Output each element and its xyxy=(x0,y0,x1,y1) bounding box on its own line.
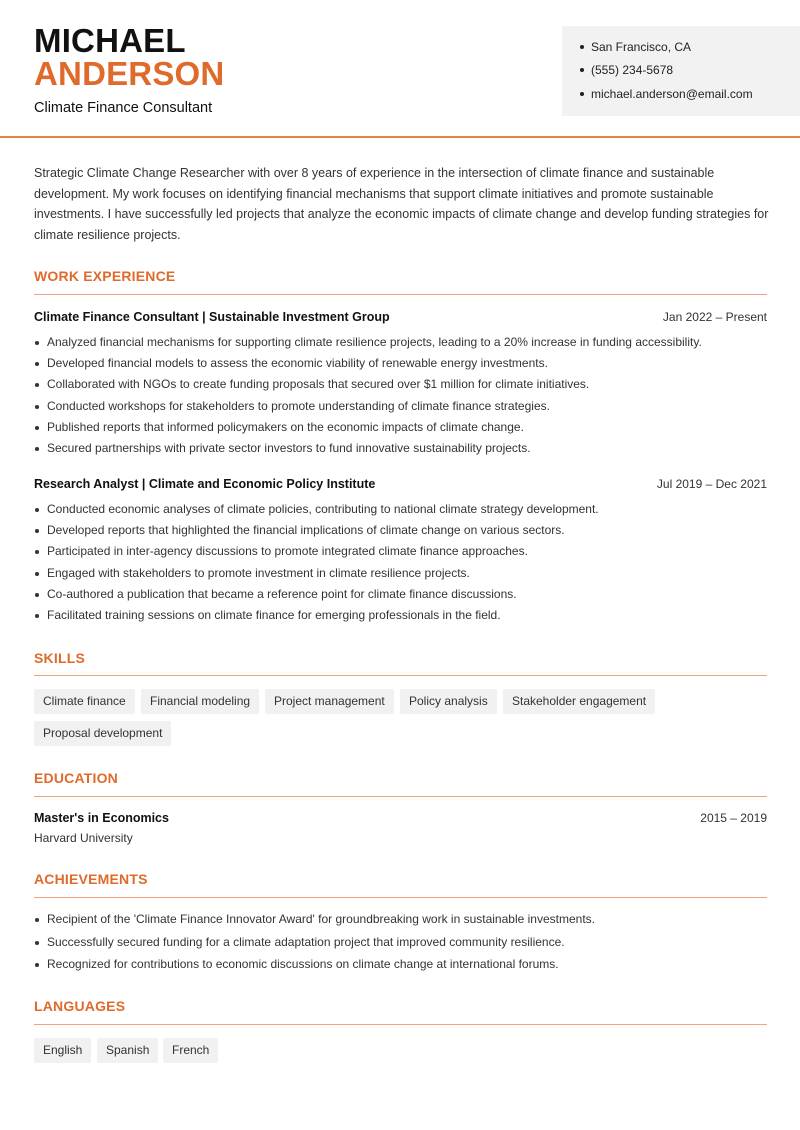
section-divider xyxy=(34,675,767,676)
summary-paragraph: Strategic Climate Change Researcher with over 8 years of experience in the intersection of climate finance and sustainable development. My work focuses on identifying financial mechanisms that support climate initiatives and promote sustainable investments. I have successfully led projects that analyze the economic impacts of climate change and develop funding strategies for climate resilience projects. xyxy=(34,166,769,242)
first-name: MICHAEL xyxy=(34,22,186,59)
section-title-achievements: ACHIEVEMENTS xyxy=(34,871,148,887)
list-item: Conducted economic analyses of climate policies, contributing to national climate strategy development. xyxy=(34,499,774,520)
contact-location xyxy=(580,40,691,54)
email-link[interactable]: michael.anderson@email.com xyxy=(591,87,753,101)
job-dates-1: Jan 2022 – Present xyxy=(662,310,767,324)
skill-tag: Proposal development xyxy=(34,721,171,746)
list-item: Analyzed financial mechanisms for supporting climate resilience projects, leading to a 20% increase in funding accessibility. xyxy=(34,332,774,353)
education-dates: 2015 – 2019 xyxy=(700,811,767,825)
skill-tag: Project management xyxy=(265,689,394,714)
job-heading-1: Climate Finance Consultant | Sustainable Investment Group xyxy=(34,310,390,324)
job-title: Climate Finance Consultant xyxy=(34,100,213,116)
section-title-education: EDUCATION xyxy=(34,770,118,786)
section-divider xyxy=(34,897,767,898)
job-dates-2: Jul 2019 – Dec 2021 xyxy=(656,477,767,491)
resume-header xyxy=(0,0,800,138)
education-degree: Master's in Economics xyxy=(34,811,169,825)
skill-tag: Climate finance xyxy=(34,689,135,714)
bullet-icon xyxy=(580,92,584,96)
list-item: Recognized for contributions to economic discussions on climate change at international forums. xyxy=(34,954,774,977)
list-item: Developed reports that highlighted the financial implications of climate change on various sectors. xyxy=(34,520,774,541)
list-item: Engaged with stakeholders to promote investment in climate resilience projects. xyxy=(34,563,774,584)
contact-email[interactable] xyxy=(580,87,753,101)
section-divider xyxy=(34,294,767,295)
skill-tag: Financial modeling xyxy=(141,689,259,714)
language-tag: English xyxy=(34,1038,91,1063)
list-item: Secured partnerships with private sector investors to fund innovative sustainability projects. xyxy=(34,438,774,459)
list-item: Published reports that informed policymakers on the economic impacts of climate change. xyxy=(34,417,774,438)
contact-box xyxy=(562,26,800,116)
skill-tag: Stakeholder engagement xyxy=(503,689,655,714)
section-title-languages: LANGUAGES xyxy=(34,998,126,1014)
list-item: Participated in inter-agency discussions to promote integrated climate finance approaches. xyxy=(34,541,774,562)
last-name: ANDERSON xyxy=(34,55,225,92)
list-item: Recipient of the 'Climate Finance Innovator Award' for groundbreaking work in sustainable investments. xyxy=(34,909,774,932)
list-item: Developed financial models to assess the economic viability of renewable energy investments. xyxy=(34,353,774,374)
location-text: San Francisco, CA xyxy=(591,40,692,54)
language-tag: French xyxy=(163,1038,218,1063)
list-item: Collaborated with NGOs to create funding proposals that secured over $1 million for climate initiatives. xyxy=(34,374,774,395)
list-item: Successfully secured funding for a climate adaptation project that improved community resilience. xyxy=(34,932,774,955)
skill-tag: Policy analysis xyxy=(400,689,497,714)
list-item: Conducted workshops for stakeholders to promote understanding of climate finance strategies. xyxy=(34,396,774,417)
job-bullets-1 xyxy=(34,332,774,459)
job-bullets-2 xyxy=(34,499,774,626)
section-divider xyxy=(34,796,767,797)
job-heading-2: Research Analyst | Climate and Economic Policy Institute xyxy=(34,477,376,491)
education-school: Harvard University xyxy=(34,831,133,845)
achievements-list xyxy=(34,909,774,977)
section-divider xyxy=(34,1024,767,1025)
bullet-icon xyxy=(580,45,584,49)
bullet-icon xyxy=(580,68,584,72)
section-title-skills: SKILLS xyxy=(34,650,85,666)
list-item: Co-authored a publication that became a reference point for climate finance discussions. xyxy=(34,584,774,605)
language-tag: Spanish xyxy=(97,1038,158,1063)
phone-text: (555) 234-5678 xyxy=(591,63,674,77)
list-item: Facilitated training sessions on climate finance for emerging professionals in the field. xyxy=(34,605,774,626)
section-title-experience: WORK EXPERIENCE xyxy=(34,268,176,284)
contact-phone xyxy=(580,63,673,77)
